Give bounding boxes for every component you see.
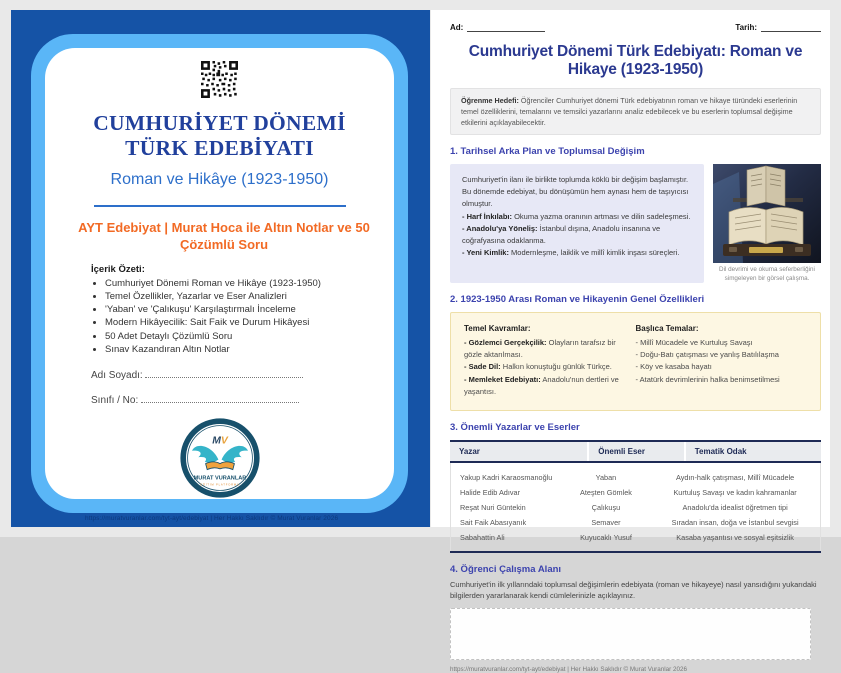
section2-box xyxy=(450,312,821,410)
right-column-title: Başlıca Temalar: xyxy=(635,324,699,334)
table-row: Sabahattin Ali Kuyucaklı Yusuf Kasaba yaşantısı ve sosyal eşitsizlik xyxy=(460,532,794,542)
worksheet-footer-text: https://muratvuranlar.com/tyt-ayt/edebiyat | Her Hakkı Saklıdır © Murat Vuranlar 2026 xyxy=(450,666,688,673)
section1-item: - Yeni Kimlik: Modernleşme, laiklik ve millî kimlik inşası süreçleri. xyxy=(462,248,680,258)
section2-item: - Gözlemci Gerçekçilik: Olayların tarafsız bir gözle aktarılması. xyxy=(464,337,616,360)
name-label: Adı Soyadı: xyxy=(91,370,143,382)
authors-table xyxy=(450,440,821,553)
old-books-photo xyxy=(713,164,821,263)
cover-card xyxy=(45,48,394,499)
section1-info-box xyxy=(450,164,704,283)
contents-summary xyxy=(91,264,370,357)
qr-code-icon xyxy=(201,61,238,98)
ad-input-line[interactable] xyxy=(467,24,545,32)
list-item: • 'Yaban' ve 'Çalıkuşu' Karşılaştırmalı İnceleme xyxy=(105,303,370,316)
divider-line xyxy=(94,205,346,207)
table-row: Reşat Nuri Güntekin Çalıkuşu Anadolu'da idealist öğretmen tipi xyxy=(460,502,788,512)
class-label: Sınıfı / No: xyxy=(91,395,139,407)
brand-logo-icon xyxy=(180,418,260,498)
section3-heading: 3. Önemli Yazarlar ve Eserler xyxy=(450,421,580,433)
cover-title: CUMHURİYET DÖNEMİ TÜRK EDEBİYATI xyxy=(93,111,346,161)
section4-prompt: Cumhuriyet'in ilk yıllarındaki toplumsal değişimlerin edebiyata (roman ve hikayeye) nasıl yansıdığını yukarıdaki bilgilerden yararlanarak kendi cümlelerinizle açıklayınız. xyxy=(450,579,817,600)
name-line[interactable] xyxy=(91,369,370,381)
contents-label: İçerik Özeti: xyxy=(91,263,145,275)
table-row: Sait Faik Abasıyanık Semaver Sıradan insan, doğa ve İstanbul sevgisi xyxy=(460,517,799,527)
section2-item: - Atatürk devrimlerinin halka benimsetilmesi xyxy=(635,374,780,384)
worksheet-page xyxy=(431,10,830,673)
section4-heading: 4. Öğrenci Çalışma Alanı xyxy=(450,563,562,575)
tarih-field xyxy=(735,23,821,32)
table-header-row xyxy=(450,442,821,463)
section1-row xyxy=(450,164,821,283)
section1-heading: 1. Tarihsel Arka Plan ve Toplumsal Değişim xyxy=(450,146,645,158)
column-header: Yazar xyxy=(459,446,480,456)
section1-figure xyxy=(713,164,821,283)
name-dotted-line[interactable] xyxy=(145,369,303,378)
cover-banner: AYT Edebiyat | Murat Hoca ile Altın Notlar ve 50 Çözümlü Soru xyxy=(78,219,370,252)
column-header: Önemli Eser xyxy=(587,442,683,461)
svg-text:MV: MV xyxy=(211,435,228,447)
section2-left-column xyxy=(464,322,636,398)
student-answer-area[interactable] xyxy=(450,608,811,660)
cover-footer-text: https://muratvuranlar.com/tyt-ayt/edebiyat | Her Hakkı Saklıdır © Murat Vuranlar 2026 xyxy=(85,515,339,522)
table-row: Yakup Kadri Karaosmanoğlu Yaban Aydın-halk çatışması, Millî Mücadele xyxy=(460,472,795,482)
list-item: • Modern Hikâyecilik: Sait Faik ve Durum Hikâyesi xyxy=(105,316,370,329)
section1-item: - Anadolu'ya Yöneliş: İstanbul dışına, Anadolu insanına ve coğrafyasına odaklanma. xyxy=(462,224,661,246)
section2-heading: 2. 1923-1950 Arası Roman ve Hikayenin Genel Özellikleri xyxy=(450,294,705,306)
list-item: • Cumhuriyet Dönemi Roman ve Hikâye (1923-1950) xyxy=(105,277,370,290)
left-column-title: Temel Kavramlar: xyxy=(464,324,531,334)
table-row: Halide Edib Adıvar Ateşten Gömlek Kurtuluş Savaşı ve kadın kahramanlar xyxy=(460,487,797,497)
cover-frame xyxy=(31,34,408,513)
list-item: • 50 Adet Detaylı Çözümlü Soru xyxy=(105,330,370,343)
objective-label: Öğrenme Hedefi: xyxy=(461,96,519,105)
ad-label: Ad: xyxy=(450,23,464,32)
cover-subtitle: Roman ve Hikâye (1923-1950) xyxy=(110,170,329,188)
section2-item: - Memleket Edebiyatı: Anadolu'nun dertleri ve yaşantısı. xyxy=(464,374,619,397)
list-item: • Temel Özellikler, Yazarlar ve Eser Analizleri xyxy=(105,290,370,303)
tarih-input-line[interactable] xyxy=(761,24,821,32)
objective-box xyxy=(450,88,821,135)
ad-field xyxy=(450,23,545,32)
svg-text:EĞİTİM PLATFORMU: EĞİTİM PLATFORMU xyxy=(199,483,240,487)
section2-right-column xyxy=(636,322,808,398)
section1-intro: Cumhuriyet'in ilanı ile birlikte toplumda köklü bir değişim başlamıştır. Bu dönemde edebiyat, bu dönüşümün hem aynası hem de taşıyıcısı olmuştur. xyxy=(462,175,689,209)
objective-text: Öğrenciler Cumhuriyet dönemi Türk edebiyatının roman ve hikaye türündeki eserlerinin temel özelliklerini, temalarını ve temsilci yazarlarını analiz edebilecek ve bu eserlerin toplumsal değişime etkilerini açıklayabilecektir. xyxy=(461,96,798,128)
contents-list xyxy=(105,277,370,357)
worksheet-title: Cumhuriyet Dönemi Türk Edebiyatı: Roman ve Hikaye (1923-1950) xyxy=(468,43,803,78)
list-item: • Sınav Kazandıran Altın Notlar xyxy=(105,343,370,356)
section2-item: - Millî Mücadele ve Kurtuluş Savaşı xyxy=(635,337,753,347)
cover-page xyxy=(11,10,430,527)
section2-item: - Sade Dil: Halkın konuştuğu günlük Türkçe. xyxy=(464,362,612,372)
column-header: Tematik Odak xyxy=(684,442,821,461)
section2-item: - Köy ve kasaba hayatı xyxy=(635,362,712,372)
table-body xyxy=(450,463,821,551)
section2-item: - Doğu-Batı çatışması ve yanlış Batılılaşma xyxy=(635,350,779,360)
section1-item: - Harf İnkılabı: Okuma yazma oranının artması ve dilin sadeleşmesi. xyxy=(462,212,691,222)
tarih-label: Tarih: xyxy=(735,23,757,32)
class-line[interactable] xyxy=(91,394,370,406)
class-dotted-line[interactable] xyxy=(141,394,299,403)
image-caption: Dil devrimi ve okuma seferberliğini simgeleyen bir görsel çalışma. xyxy=(719,266,815,282)
worksheet-header xyxy=(450,23,821,32)
svg-text:MURAT VURANLAR: MURAT VURANLAR xyxy=(193,475,246,482)
